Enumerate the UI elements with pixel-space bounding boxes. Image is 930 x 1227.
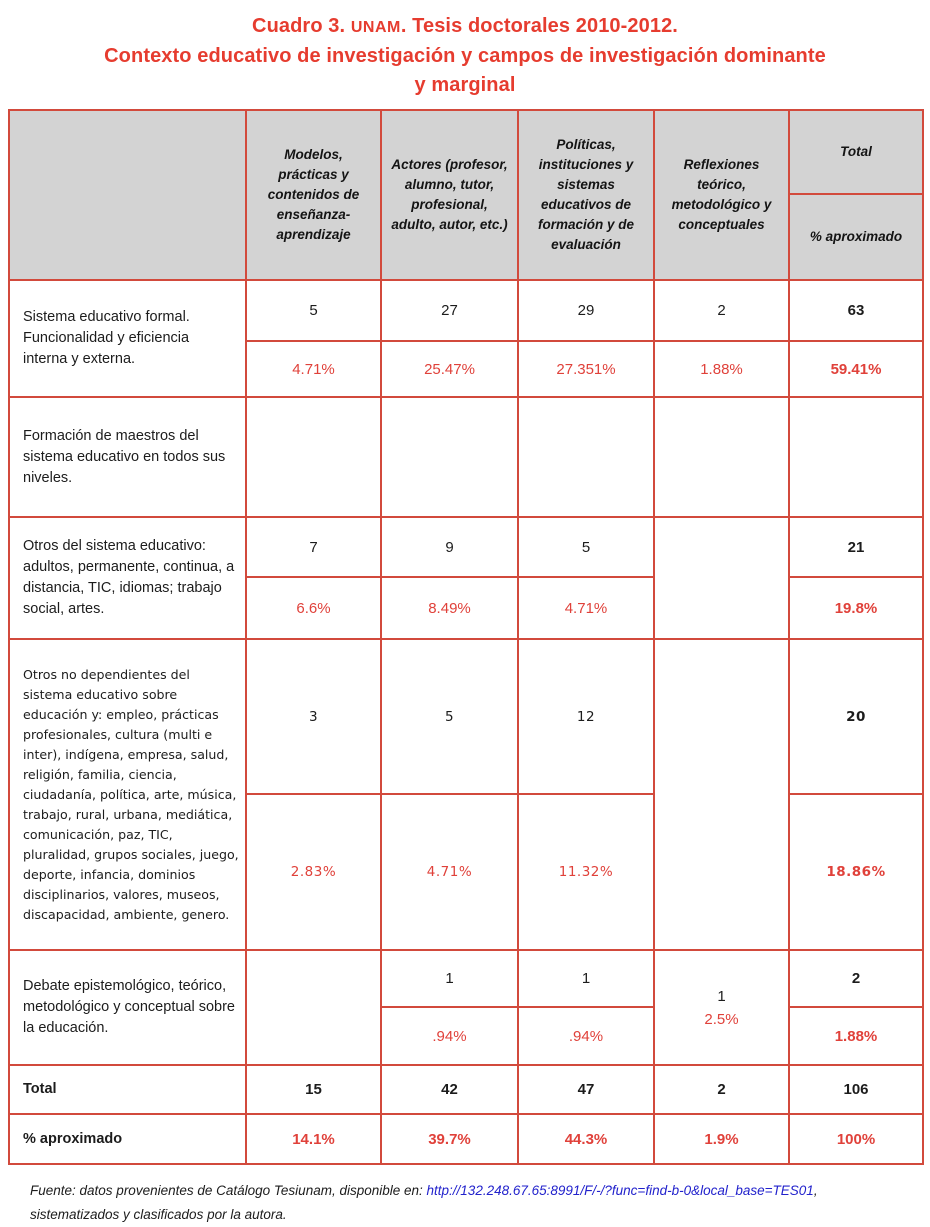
cell-total-count: 21	[789, 517, 923, 577]
cell-total-pct: 19.8%	[789, 577, 923, 639]
table-row	[9, 639, 923, 794]
cell-count: 1	[381, 950, 518, 1007]
cell-empty	[246, 950, 381, 1065]
cell-pct: 4.71%	[246, 341, 381, 397]
source-note	[30, 1179, 902, 1227]
cell-total-pct: 59.41%	[789, 341, 923, 397]
cell-pct: 27.351%	[518, 341, 654, 397]
header-cell-modelos: Modelos, prácticas y contenidos de enseñanza-aprendizaje	[246, 110, 381, 280]
title-prefix: Cuadro 3.	[252, 15, 351, 37]
cell-approx-pct: 1.9%	[654, 1114, 789, 1164]
row-label: Otros no dependientes del sistema educativo sobre educación y: empleo, prácticas profesionales, cultura (multi e inter), indígena, empresa, salud, religión, familia, ciencia, ciudadanía, política, arte, música, trabajo, rural, urbana, mediática, comunicación, paz, TIC, pluralidad, grupos sociales, juego, deporte, infancia, dominios disciplinarios, valores, museos, discapacidad, ambiente, genero.	[9, 639, 246, 950]
cell-count: 5	[518, 517, 654, 577]
approx-row	[9, 1114, 923, 1164]
cell-count: 5	[381, 639, 518, 794]
table-row	[9, 950, 923, 1007]
cell-total-pct: 18.86%	[789, 794, 923, 950]
row-label: Debate epistemológico, teórico, metodológico y conceptual sobre la educación.	[9, 950, 246, 1065]
cell-approx-total: 100%	[789, 1114, 923, 1164]
cell-count: 27	[381, 280, 518, 341]
title-unam: UNAM	[350, 19, 401, 36]
header-cell-empty	[9, 110, 246, 280]
cell-count-pct-merged	[654, 950, 789, 1065]
cell-count: 5	[246, 280, 381, 341]
source-text-suffix: , sistematizados y clasificados por la autora.	[30, 1183, 818, 1222]
totals-label: Total	[9, 1065, 246, 1114]
cell-empty	[518, 397, 654, 517]
cell-pct: 6.6%	[246, 577, 381, 639]
cell-empty	[654, 639, 789, 950]
cell-total: 47	[518, 1065, 654, 1114]
cell-pct: 1.88%	[654, 341, 789, 397]
cell-pct: 8.49%	[381, 577, 518, 639]
table-row	[9, 280, 923, 341]
cell-pct: 11.32%	[518, 794, 654, 950]
cell-approx-pct: 39.7%	[381, 1114, 518, 1164]
cell-empty	[654, 517, 789, 639]
cell-total-count: 20	[789, 639, 923, 794]
cell-count: 2	[654, 280, 789, 341]
table-title	[0, 0, 930, 100]
cell-pct: .94%	[518, 1007, 654, 1065]
cell-grand-total: 106	[789, 1065, 923, 1114]
row-label: Formación de maestros del sistema educativo en todos sus niveles.	[9, 397, 246, 517]
merged-count: 1	[717, 987, 726, 1005]
approx-label: % aproximado	[9, 1114, 246, 1164]
cell-pct: 4.71%	[381, 794, 518, 950]
cell-total: 42	[381, 1065, 518, 1114]
cell-pct: .94%	[381, 1007, 518, 1065]
header-cell-politicas: Políticas, instituciones y sistemas educativos de formación y de evaluación	[518, 110, 654, 280]
cell-count: 29	[518, 280, 654, 341]
cell-total-pct: 1.88%	[789, 1007, 923, 1065]
cell-pct: 25.47%	[381, 341, 518, 397]
cell-empty	[654, 397, 789, 517]
merged-pct: 2.5%	[704, 1010, 739, 1028]
table-row	[9, 397, 923, 517]
cell-total-count: 2	[789, 950, 923, 1007]
cell-count: 12	[518, 639, 654, 794]
header-cell-reflexiones: Reflexiones teórico, metodológico y conceptuales	[654, 110, 789, 280]
source-link[interactable]: http://132.248.67.65:8991/F/-/?func=find-b-0&local_base=TES01	[426, 1183, 814, 1198]
cell-count: 1	[518, 950, 654, 1007]
row-label: Otros del sistema educativo: adultos, permanente, continua, a distancia, TIC, idiomas; trabajo social, artes.	[9, 517, 246, 639]
header-cell-actores: Actores (profesor, alumno, tutor, profesional, adulto, autor, etc.)	[381, 110, 518, 280]
row-label: Sistema educativo formal. Funcionalidad y eficiencia interna y externa.	[9, 280, 246, 397]
cell-total: 15	[246, 1065, 381, 1114]
source-text-prefix: Fuente: datos provenientes de Catálogo Tesiunam, disponible en:	[30, 1183, 427, 1198]
header-cell-total: Total	[789, 110, 923, 194]
title-line-1	[0, 12, 930, 42]
totals-row	[9, 1065, 923, 1114]
cell-empty	[246, 397, 381, 517]
cell-empty	[789, 397, 923, 517]
cell-empty	[381, 397, 518, 517]
cell-total-count: 63	[789, 280, 923, 341]
table-row	[9, 517, 923, 577]
header-cell-total-sub: % aproximado	[789, 194, 923, 280]
cell-pct: 2.83%	[246, 794, 381, 950]
data-table	[8, 109, 924, 1165]
header-row-1	[9, 110, 923, 194]
cell-approx-pct: 44.3%	[518, 1114, 654, 1164]
title-line-3: y marginal	[414, 74, 516, 96]
cell-pct: 4.71%	[518, 577, 654, 639]
cell-count: 7	[246, 517, 381, 577]
title-suffix: . Tesis doctorales 2010-2012.	[400, 15, 678, 37]
cell-approx-pct: 14.1%	[246, 1114, 381, 1164]
cell-count: 3	[246, 639, 381, 794]
cell-count: 9	[381, 517, 518, 577]
cell-total: 2	[654, 1065, 789, 1114]
title-line-2: Contexto educativo de investigación y campos de investigación dominante	[104, 45, 826, 67]
